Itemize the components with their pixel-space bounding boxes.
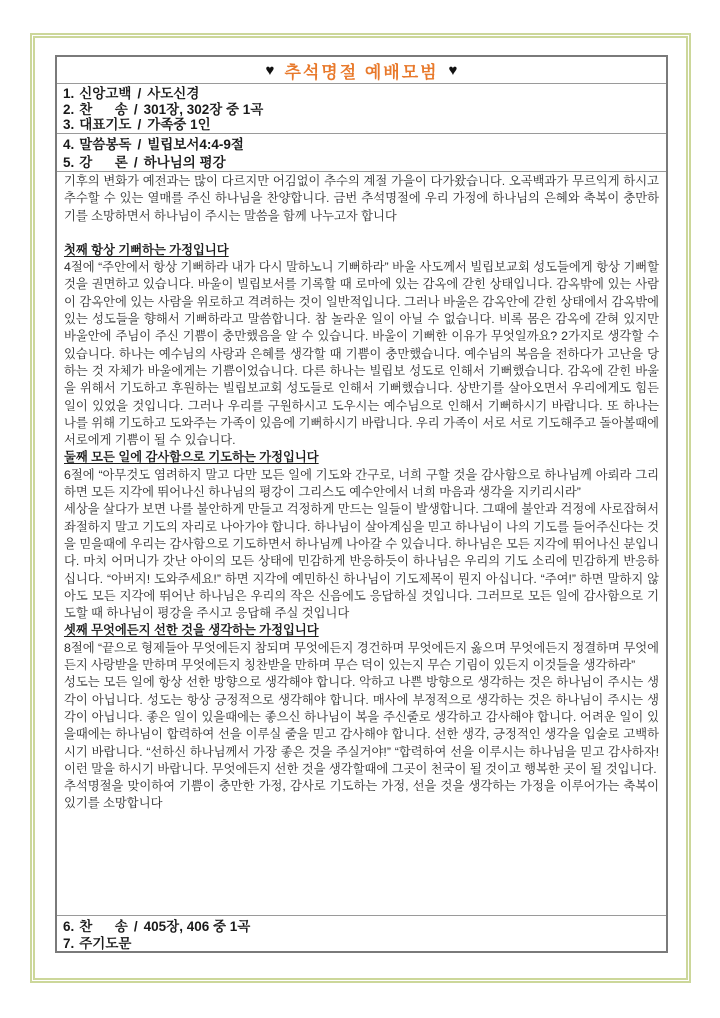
liturgy-item-1 bbox=[63, 86, 660, 102]
liturgy-items-4-5 bbox=[57, 133, 666, 171]
item-name: 말씀봉독 bbox=[79, 137, 132, 152]
item-value: 301장, 302장 중 1곡 bbox=[143, 101, 264, 117]
sermon-body bbox=[57, 171, 666, 915]
item-name: 찬 송 bbox=[79, 919, 128, 934]
item-separator: / bbox=[133, 155, 138, 170]
item-value: 사도신경 bbox=[147, 86, 200, 101]
item-name: 주기도문 bbox=[79, 936, 132, 951]
item-number: 2. bbox=[63, 101, 75, 117]
blank-line bbox=[64, 225, 659, 242]
liturgy-item-5 bbox=[63, 154, 660, 172]
item-number: 1. bbox=[63, 86, 75, 101]
sermon-heading-2: 둘째 모든 일에 감사함으로 기도하는 가정입니다 bbox=[64, 450, 319, 465]
sermon-paragraph: 4절에 “주안에서 항상 기뻐하라 내가 다시 말하노니 기뻐하라” 바울 사도께서 빌립보교회 성도들에게 항상 기뻐할 것을 권면하고 있습니다. 바울이 빌립보서를 기록할 때 로마에 있는 감옥에 갇힌 상태입니다. 감옥밖에 있는 사람이 감옥안에 있는 사람을 위로하고 격려하는 것이 일반적입니다. 그러나 바울은 감옥안에 갇힌 상태에서 감옥밖에 있는 성도들을 향해서 기뻐하라고 말씀합니다. 참 놀라운 일이 아닐 수 없습니다. 비록 몸은 감옥에 갇혀 있지만 바울안에 주님이 주신 기쁨이 충만했음을 알 수 있습니다. 바울이 기뻐한 이유가 무엇일까요? 2가지로 생각할 수 있습니다. 하나는 예수님의 사랑과 은혜를 생각할 때 기쁨이 충만했습니다. 예수님의 복음을 전하다가 고난을 당하는 것 자체가 바울에게는 기쁨이었습니다. 다른 하나는 빌립보 성도로 인해서 기뻐했습니다. 감옥에 갇힌 바울을 위해서 기도하고 후원하는 빌립보교회 성도들로 인해서 기뻐했습니다. 상반기를 살아오면서 우리에게도 힘든 일이 있었을 것입니다. 그러나 우리를 구원하시고 도우시는 예수님으로 인해서 기뻐하시기 바랍니다. 또 하나는 나를 위해 기도하고 도와주는 가족이 있음에 기뻐하시기 바랍니다. 우리 가족이 서로 서로 기도해주고 돌아볼때에 서로에게 기쁨이 될 수 있습니다. bbox=[64, 260, 659, 448]
item-number: 5. bbox=[63, 155, 75, 170]
item-separator: / bbox=[137, 86, 142, 101]
sermon-paragraph: 성도는 모든 일에 항상 선한 방향으로 생각해야 합니다. 악하고 나쁜 방향으로 생각하는 것은 하나님이 주시는 생각이 아닙니다. 성도는 항상 긍정적으로 생각해야 합니다. 매사에 부정적으로 생각하는 것은 하나님이 주시는 생각이 아닙니다. 좋은 일이 있을때에는 좋으신 하나님이 복을 주신줄로 생각하고 감사해야 합니다. 어려운 일이 있을때에는 하나님이 합력하여 선을 이루실 줄을 믿고 감사해야 합니다. 선한 생각, 긍정적인 생각을 입술로 고백하시기 바랍니다. “선하신 하나님께서 가장 좋은 것을 주실거야!” “합력하여 선을 이루시는 하나님을 믿고 감사하자! 이런 말을 하시기 바랍니다. 무엇에든지 선한 것을 생각할때에 그곳이 천국이 될 것이고 행복한 곳이 될 것입니다. bbox=[64, 675, 659, 776]
liturgy-item-4 bbox=[63, 136, 660, 154]
item-value: 빌립보서4:4-9절 bbox=[147, 137, 244, 152]
liturgy-item-3 bbox=[63, 117, 660, 133]
document-title-row bbox=[57, 57, 666, 83]
liturgy-items-1-3 bbox=[57, 83, 666, 133]
item-value: 405장, 406 중 1곡 bbox=[143, 919, 251, 934]
item-number: 3. bbox=[63, 117, 75, 132]
sermon-paragraph: 추석명절을 맞이하여 기쁨이 충만한 가정, 감사로 기도하는 가정, 선을 것을 생각하는 가정을 이루어가는 축복이 있기를 소망합니다 bbox=[64, 779, 659, 811]
sermon-intro-paragraph: 기후의 변화가 예전과는 많이 다르지만 어김없이 추수의 계절 가을이 다가왔습니다. 오곡백과가 무르익게 하시고 추수할 수 있는 열매를 주신 하나님을 찬양합니다. 금번 추석명절에 우리 가정에 하나님의 은혜와 축복이 충만하기를 소망하면서 하나님이 주시는 말씀을 함께 나누고자 합니다 bbox=[64, 174, 659, 223]
item-separator: / bbox=[137, 117, 142, 132]
liturgy-items-6-7 bbox=[57, 915, 666, 951]
sermon-heading-1: 첫째 항상 기뻐하는 가정입니다 bbox=[64, 242, 229, 257]
sermon-paragraph: 6절에 “아무것도 염려하지 말고 다만 모든 일에 기도와 간구로, 너희 구할 것을 감사함으로 하나님께 아뢰라 그리하면 모든 지각에 뛰어나신 하나님의 평강이 그리스도 예수안에서 너희 마음과 생각을 지키리시라” bbox=[64, 467, 659, 500]
item-name: 신앙고백 bbox=[79, 86, 132, 101]
item-name: 강 론 bbox=[79, 155, 128, 170]
item-value: 가족중 1인 bbox=[147, 117, 211, 132]
liturgy-item-7 bbox=[63, 935, 660, 952]
item-separator: / bbox=[133, 919, 138, 934]
item-number: 6. bbox=[63, 919, 75, 934]
liturgy-item-6 bbox=[63, 918, 660, 935]
item-value: 하나님의 평강 bbox=[143, 155, 226, 170]
page-title: 추석명절 예배모범 bbox=[284, 62, 439, 82]
item-separator: / bbox=[137, 137, 142, 152]
item-name: 찬 송 bbox=[79, 101, 128, 117]
sermon-paragraph: 세상을 살다가 보면 나를 불안하게 만들고 걱정하게 만드는 일들이 발생합니다. 그때에 불안과 걱정에 사로잡혀서 좌절하지 말고 기도의 자리로 나아가야 합니다. 하나님이 살아계심을 믿고 하나님이 나의 기도를 들어주신다는 것을 믿을때에 우리는 감사함으로 기도하면서 하나님께 나아갈 수 있습니다. 하나님은 모든 지각에 뛰어나신 분입니다. 마치 어머니가 갓난 아이의 모든 상태에 민감하게 반응하듯이 하나님은 우리의 기도 소리에 민감하게 반응하십니다. “아버지! 도와주세요!” 하면 지각에 예민하신 하나님이 기도제목이 뭔지 아십니다. “주여!” 하면 말하지 않아도 모든 지각에 뛰어난 하나님은 우리의 작은 신음에도 응답하실 것입니다. 그러므로 모든 일에 감사함으로 기도할 때 하나님이 평강을 주시고 응답해 주실 것입니다 bbox=[64, 502, 659, 621]
item-number: 4. bbox=[63, 137, 75, 152]
item-name: 대표기도 bbox=[79, 117, 132, 132]
item-separator: / bbox=[133, 101, 138, 117]
heart-icon-right: ♥ bbox=[448, 61, 458, 79]
page-border-frame bbox=[30, 33, 691, 983]
worship-program-table bbox=[55, 55, 668, 953]
item-number: 7. bbox=[63, 936, 75, 951]
heart-icon-left: ♥ bbox=[265, 61, 275, 79]
liturgy-item-2 bbox=[63, 102, 660, 118]
sermon-heading-3: 셋째 무엇에든지 선한 것을 생각하는 가정입니다 bbox=[64, 623, 319, 638]
sermon-paragraph: 8절에 “끝으로 형제들아 무엇에든지 참되며 무엇에든지 경건하며 무엇에든지 옳으며 무엇에든지 정결하며 무엇에든지 사랑받을 만하며 무엇에든지 칭찬받을 만하며 무슨 덕이 있는지 무슨 기림이 있든지 이것들을 생각하라” bbox=[64, 640, 659, 673]
